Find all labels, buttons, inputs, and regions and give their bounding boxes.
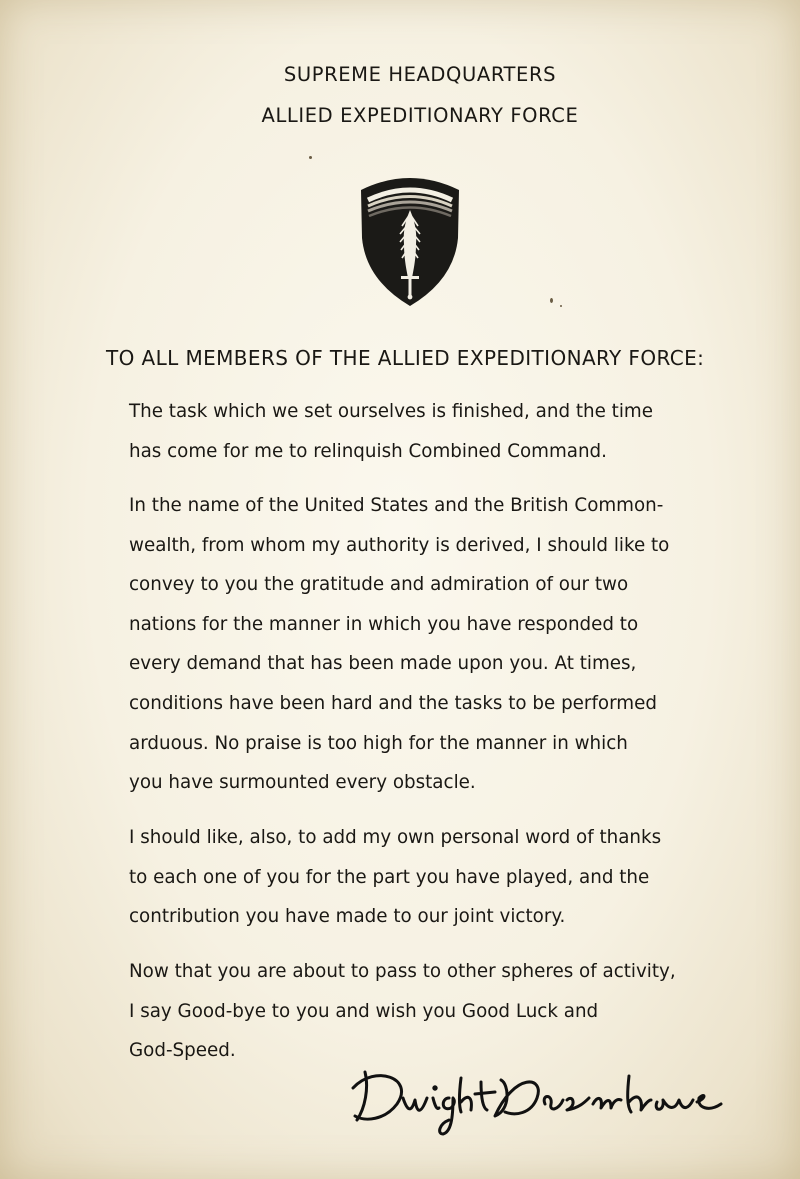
text-line: God-Speed. (129, 1040, 236, 1062)
text-line: conditions have been hard and the tasks to be performed (129, 692, 657, 714)
paragraph-4 (129, 952, 769, 1071)
salutation: TO ALL MEMBERS OF THE ALLIED EXPEDITIONARY FORCE: (106, 346, 705, 370)
paper-speck (550, 298, 553, 303)
paragraph-2 (129, 486, 769, 803)
text-line: contribution you have made to our joint victory. (129, 906, 566, 928)
text-line: I should like, also, to add my own personal word of thanks (129, 827, 662, 848)
paragraph-3 (129, 818, 769, 937)
paper-speck (309, 156, 312, 159)
text-line: arduous. No praise is too high for the manner in which (129, 732, 628, 754)
text-line: The task which we set ourselves is finished, and the time (129, 401, 653, 422)
text-line: I say Good-bye to you and wish you Good Luck and (129, 1000, 599, 1022)
text-line: In the name of the United States and the British Common- (129, 495, 664, 516)
text-line: convey to you the gratitude and admiration of our two (129, 574, 629, 596)
text-line: wealth, from whom my authority is derived, I should like to (129, 534, 670, 556)
text-line: has come for me to relinquish Combined Command. (129, 440, 607, 462)
paper-speck (560, 305, 562, 307)
shaef-emblem-icon (358, 172, 462, 308)
header-line-1: SUPREME HEADQUARTERS (283, 63, 557, 86)
text-line: every demand that has been made upon you. At times, (129, 653, 637, 675)
paragraph-1 (129, 392, 769, 471)
text-line: nations for the manner in which you have responded to (129, 613, 639, 635)
text-line: to each one of you for the part you have played, and the (129, 866, 650, 888)
signature-icon (345, 1058, 735, 1138)
header-line-2: ALLIED EXPEDITIONARY FORCE (261, 104, 579, 127)
text-line: you have surmounted every obstacle. (129, 772, 476, 794)
text-line: Now that you are about to pass to other spheres of activity, (129, 961, 676, 982)
